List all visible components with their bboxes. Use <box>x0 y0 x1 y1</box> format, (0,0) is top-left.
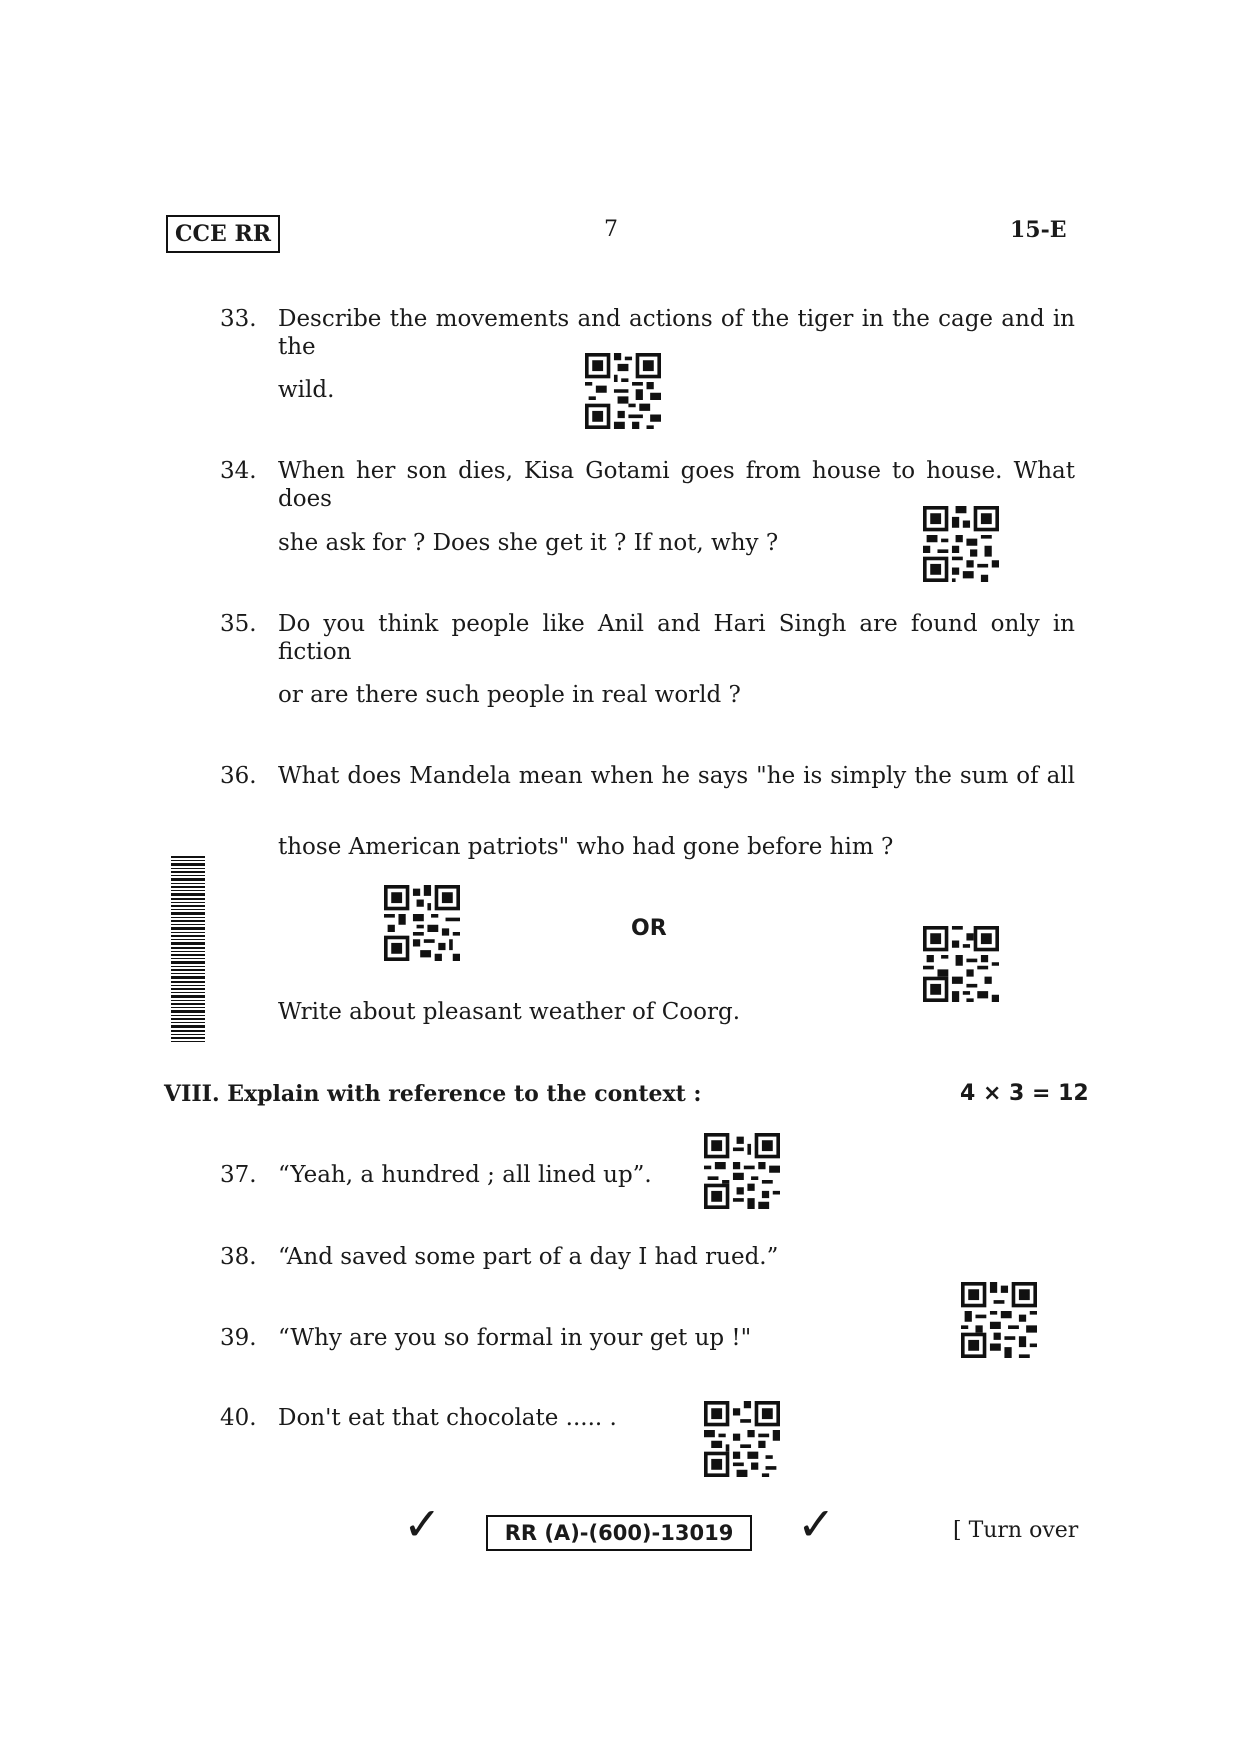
question-number: 36. <box>220 763 257 789</box>
qr-code-icon <box>961 1282 1037 1358</box>
question-text-line: she ask for ? Does she get it ? If not, why ? <box>278 530 779 556</box>
question-text-line: or are there such people in real world ? <box>278 682 741 708</box>
question-text-line: those American patriots" who had gone before him ? <box>278 834 894 860</box>
footer-code-box <box>486 1515 752 1551</box>
question-number: 33. <box>220 306 257 332</box>
question-text: “Why are you so formal in your get up !" <box>278 1325 752 1351</box>
turn-over-label: [ Turn over <box>953 1518 1079 1543</box>
question-text-line: What does Mandela mean when he says "he is simply the sum of all <box>278 763 1075 789</box>
qr-code-icon <box>923 926 999 1002</box>
or-label: OR <box>631 916 667 941</box>
question-number: 35. <box>220 611 257 637</box>
header-code-box <box>166 215 280 253</box>
section-heading: VIII. Explain with reference to the context : <box>164 1081 702 1107</box>
question-number: 37. <box>220 1162 257 1188</box>
question-number: 39. <box>220 1325 257 1351</box>
header-code-label: CCE RR <box>175 221 272 247</box>
qr-code-icon <box>704 1133 780 1209</box>
question-text-line: wild. <box>278 377 335 403</box>
check-mark-icon: ✓ <box>403 1497 442 1551</box>
question-number: 34. <box>220 458 257 484</box>
footer-code-label: RR (A)-(600)-13019 <box>504 1521 734 1545</box>
question-number: 38. <box>220 1244 257 1270</box>
question-text-line: When her son dies, Kisa Gotami goes from house to house. What does <box>278 458 1075 512</box>
question-number: 40. <box>220 1405 257 1431</box>
qr-code-icon <box>923 506 999 582</box>
qr-code-icon <box>585 353 661 429</box>
question-text-line: Do you think people like Anil and Hari Singh are found only in fiction <box>278 611 1075 665</box>
barcode-icon <box>171 856 205 1042</box>
check-mark-icon: ✓ <box>797 1497 836 1551</box>
qr-code-icon <box>704 1401 780 1477</box>
paper-code: 15-E <box>1010 217 1067 243</box>
qr-code-icon <box>384 885 460 961</box>
question-text: Don't eat that chocolate ..... . <box>278 1405 617 1431</box>
question-text: “Yeah, a hundred ; all lined up”. <box>278 1162 652 1188</box>
section-marks: 4 × 3 = 12 <box>960 1081 1089 1106</box>
page-number: 7 <box>604 217 618 242</box>
question-text-line: Describe the movements and actions of the tiger in the cage and in the <box>278 306 1075 360</box>
question-text: “And saved some part of a day I had rued.” <box>278 1244 779 1270</box>
alternative-question-text: Write about pleasant weather of Coorg. <box>278 999 741 1025</box>
